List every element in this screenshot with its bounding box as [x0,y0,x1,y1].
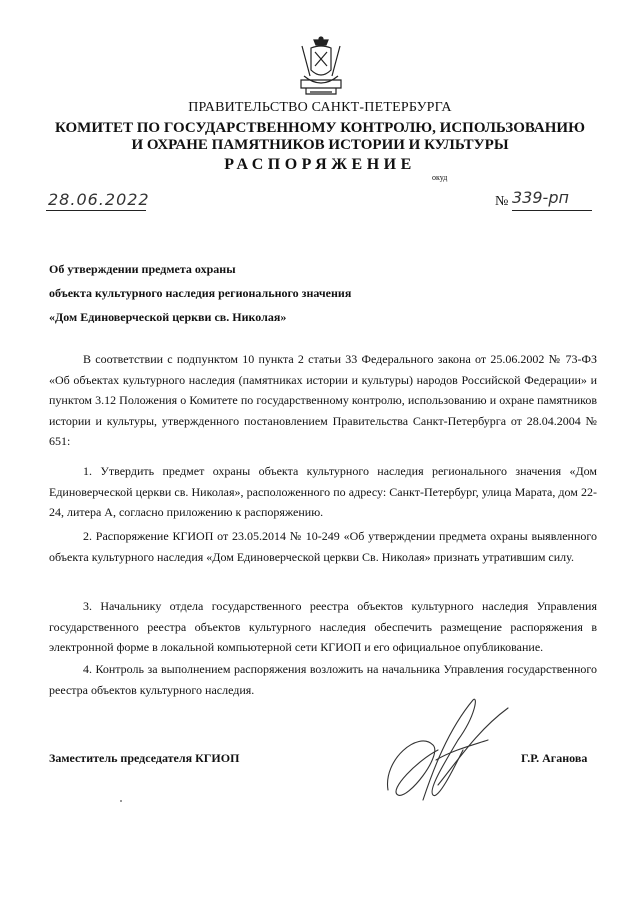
handwritten-signature [378,690,518,810]
government-title: ПРАВИТЕЛЬСТВО САНКТ-ПЕТЕРБУРГА [188,100,452,115]
coat-of-arms-icon [298,36,344,98]
committee-title-line1: КОМИТЕТ ПО ГОСУДАРСТВЕННОМУ КОНТРОЛЮ, ИСПОЛЬЗОВАНИЮ [55,120,585,136]
okud-label: окуд [432,173,448,182]
document-number: 339-рп [512,188,569,207]
subject-line-1: Об утверждении предмета охраны [49,262,236,276]
signatory-title: Заместитель председателя КГИОП [49,751,240,765]
preamble-paragraph: В соответствии с подпунктом 10 пункта 2 статьи 33 Федерального закона от 25.06.2002 № 73-ФЗ «Об объектах культурного наследия (памятниках истории и культуры) народов Российской Федерации» и пунктом 3.12 Положения о Комитете по государственному контролю, использованию и охране памятников истории и культуры, утвержденного постановлением Правительства Санкт-Петербурга от 28.04.2004 № 651: [49,352,597,449]
number-label: № [495,194,509,209]
scan-speck [120,800,122,802]
subject-line-3: «Дом Единоверческой церкви св. Николая» [49,310,287,324]
item-2-paragraph: 2. Распоряжение КГИОП от 23.05.2014 № 10-249 «Об утверждении предмета охраны выявленного объекта культурного наследия «Дом Единоверческой церкви Св. Николая» признать утратившим силу. [49,529,597,564]
signatory-name: Г.Р. Аганова [521,751,588,765]
item-3-paragraph: 3. Начальнику отдела государственного реестра объектов культурного наследия Управления государственного реестра объектов культурного наследия обеспечить размещение распоряжения в электронной форме в локальной компьютерной сети КГИОП и его официальное опубликование. [49,599,597,655]
item-1-paragraph: 1. Утвердить предмет охраны объекта культурного наследия регионального значения «Дом Единоверческой церкви св. Николая», расположенного по адресу: Санкт-Петербург, улица Марата, дом 22-24, литера А, согласно приложению к распоряжению. [49,464,597,520]
document-date: 28.06.2022 [48,190,150,209]
item-4-paragraph: 4. Контроль за выполнением распоряжения возложить на начальника Управления государственного реестра объектов культурного наследия. [49,662,597,697]
committee-title-line2: И ОХРАНЕ ПАМЯТНИКОВ ИСТОРИИ И КУЛЬТУРЫ [131,137,509,153]
subject-line-2: объекта культурного наследия регионального значения [49,286,352,300]
number-underline [512,210,592,211]
document-type: РАСПОРЯЖЕНИЕ [224,156,416,173]
date-underline [46,210,146,211]
